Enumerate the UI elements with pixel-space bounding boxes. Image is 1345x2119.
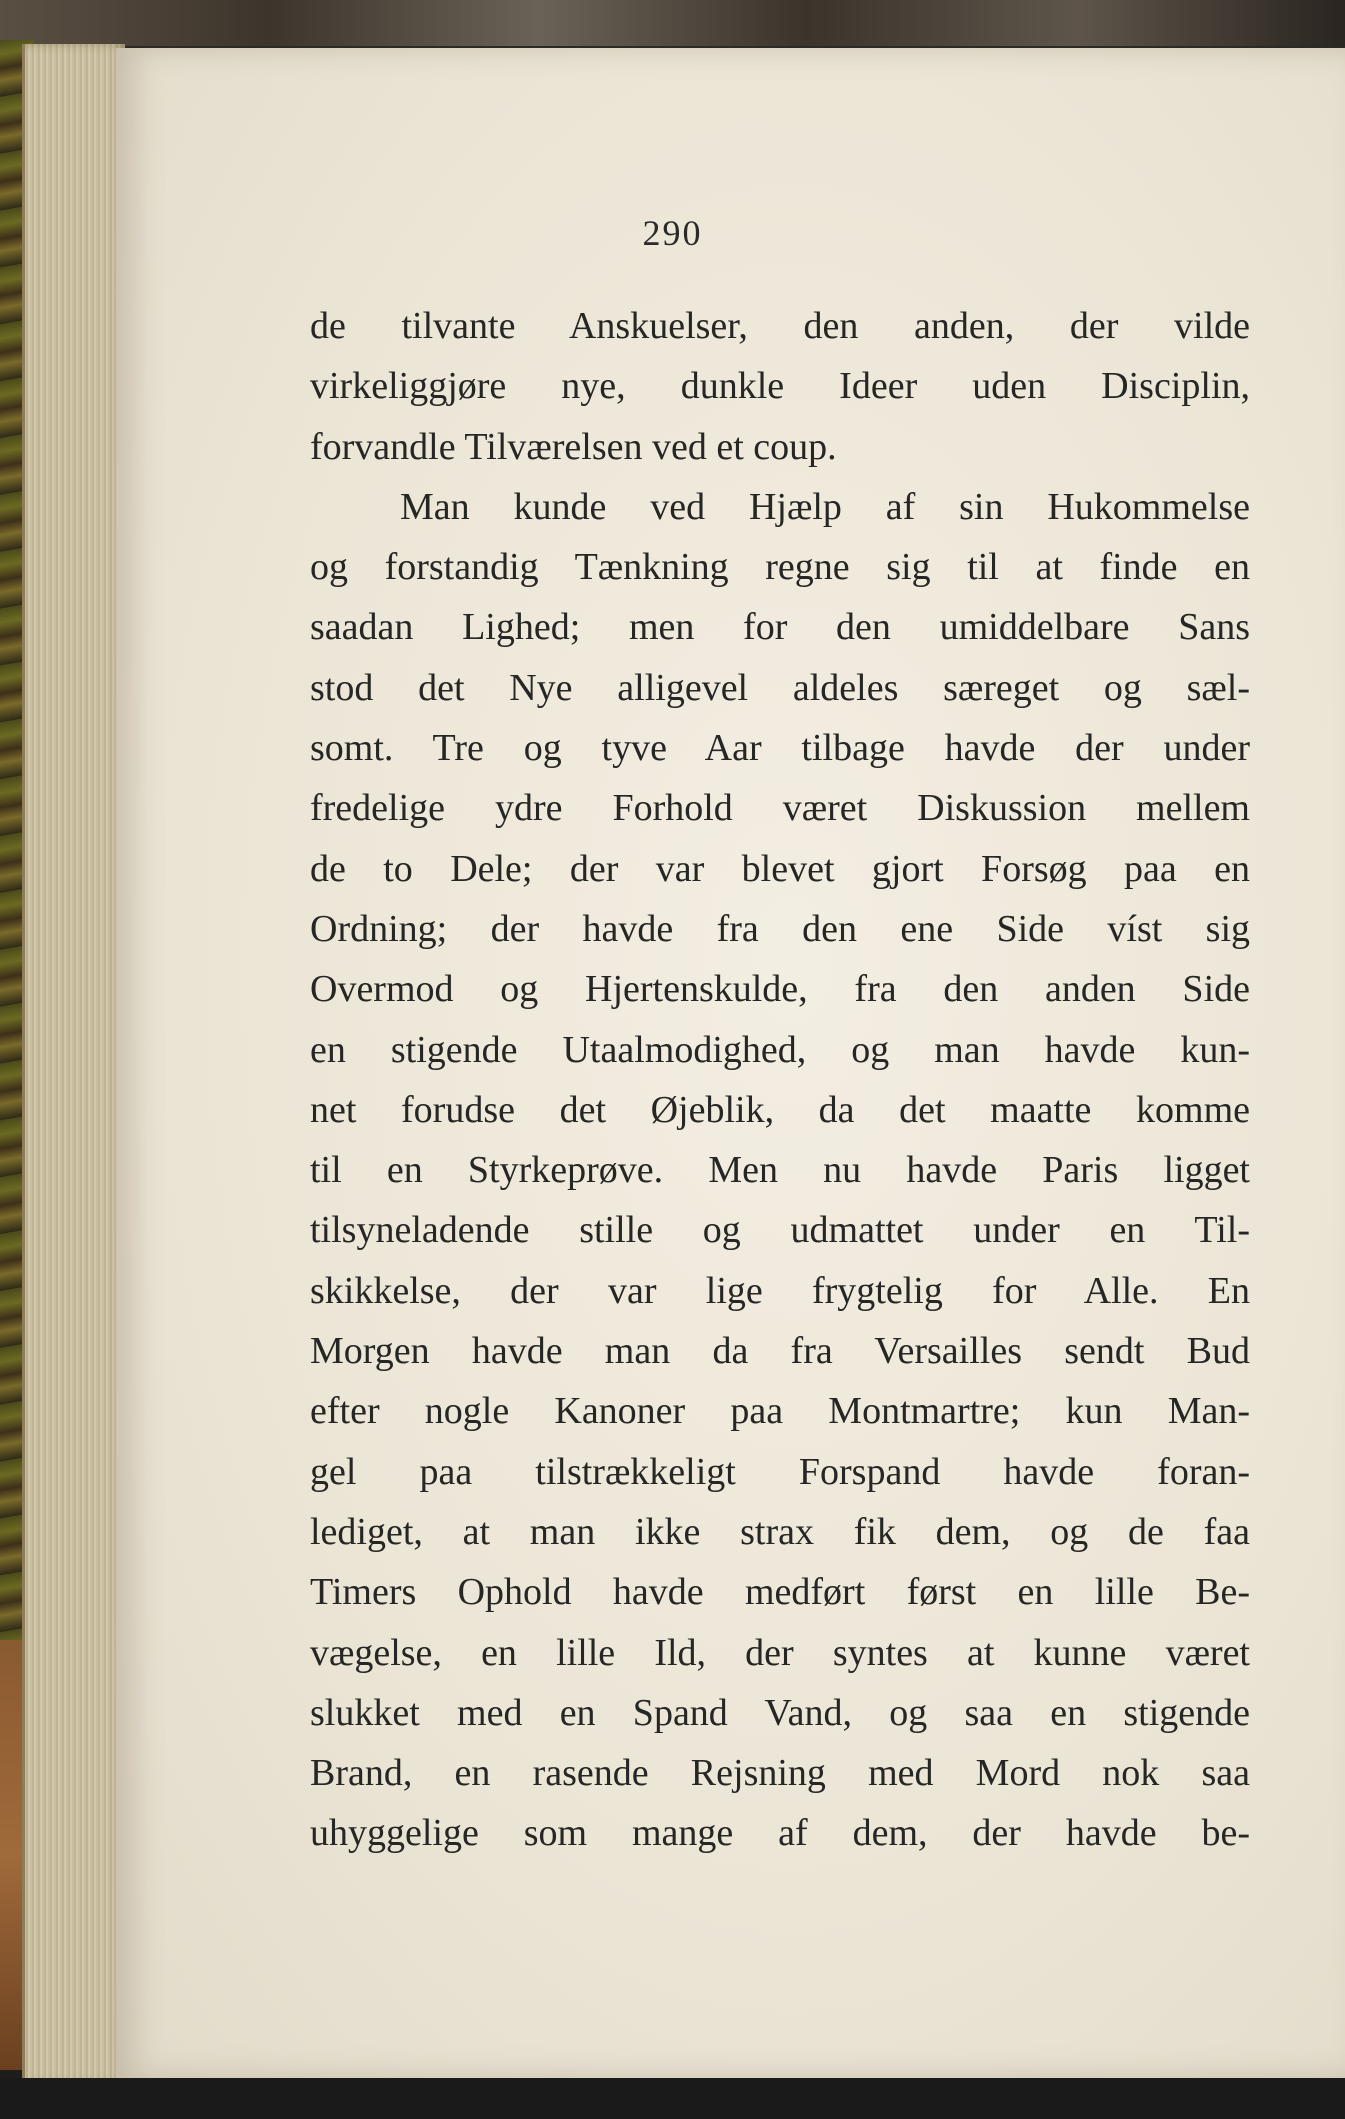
- text-line: vægelse, en lille Ild, der syntes at kunne været: [310, 1631, 1250, 1674]
- text-line: fredelige ydre Forhold været Diskussion mellem: [310, 787, 1250, 830]
- text-line: virkeliggjøre nye, dunkle Ideer uden Disciplin,: [310, 365, 1250, 408]
- text-line: de to Dele; der var blevet gjort Forsøg paa en: [310, 847, 1250, 890]
- text-line: tilsyneladende stille og udmattet under en Til-: [310, 1209, 1250, 1252]
- text-line: gel paa tilstrækkeligt Forspand havde foran-: [310, 1450, 1250, 1493]
- text-line: uhyggelige som mange af dem, der havde be-: [310, 1812, 1250, 1855]
- bottom-edge: [0, 2078, 1345, 2119]
- text-line: net forudse det Øjeblik, da det maatte komme: [310, 1088, 1250, 1131]
- text-line: de tilvante Anskuelser, den anden, der vilde: [310, 305, 1250, 347]
- text-line: Brand, en rasende Rejsning med Mord nok saa: [310, 1752, 1250, 1795]
- page-block-edges: [22, 44, 125, 2084]
- text-line: stod det Nye alligevel aldeles særeget og sæl-: [310, 666, 1250, 709]
- text-line: Man kunde ved Hjælp af sin Hukommelse: [400, 485, 1250, 528]
- body-text: [310, 296, 1250, 1864]
- text-line: somt. Tre og tyve Aar tilbage havde der under: [310, 727, 1250, 770]
- top-binding-edge: [0, 0, 1345, 46]
- text-line: efter nogle Kanoner paa Montmartre; kun Man-: [310, 1390, 1250, 1433]
- text-line: Overmod og Hjertenskulde, fra den anden Side: [310, 968, 1250, 1011]
- text-line: Morgen havde man da fra Versailles sendt Bud: [310, 1330, 1250, 1373]
- page-number: 290: [642, 213, 703, 253]
- text-line: til en Styrkeprøve. Men nu havde Paris ligget: [310, 1149, 1250, 1192]
- text-line: slukket med en Spand Vand, og saa en stigende: [310, 1691, 1250, 1734]
- text-line: lediget, at man ikke strax fik dem, og de faa: [310, 1510, 1250, 1553]
- text-line: Ordning; der havde fra den ene Side víst sig: [310, 907, 1250, 950]
- text-line: og forstandig Tænkning regne sig til at finde en: [310, 546, 1250, 589]
- text-line: forvandle Tilværelsen ved et coup.: [310, 425, 837, 468]
- text-line: en stigende Utaalmodighed, og man havde kun-: [310, 1028, 1250, 1071]
- text-line: Timers Ophold havde medført først en lille Be-: [310, 1571, 1250, 1614]
- text-line: skikkelse, der var lige frygtelig for Alle. En: [310, 1269, 1250, 1312]
- text-line: saadan Lighed; men for den umiddelbare Sans: [310, 606, 1250, 649]
